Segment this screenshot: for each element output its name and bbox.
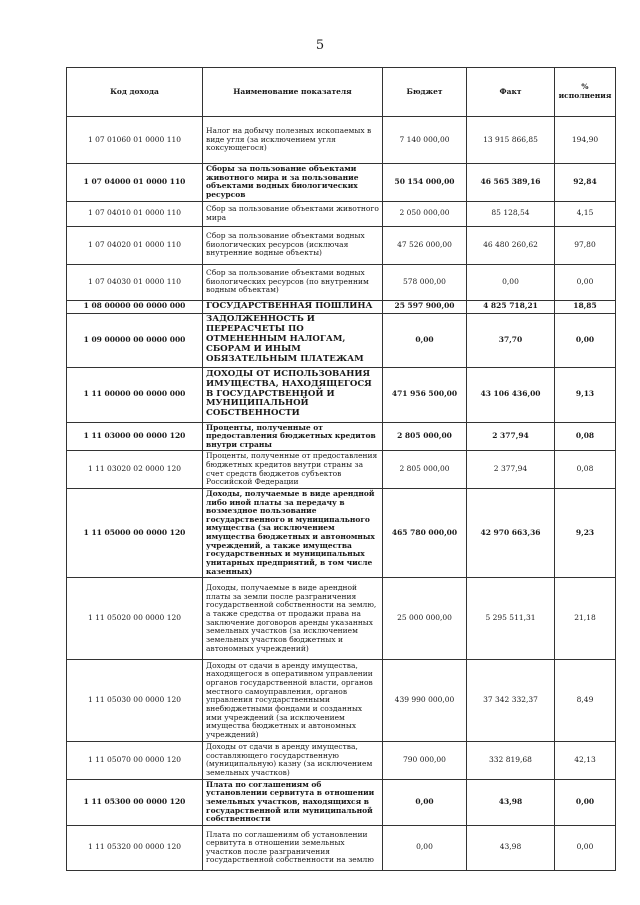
fact-cell: 43,98	[467, 779, 555, 825]
code-cell: 1 11 03000 00 0000 120	[67, 422, 203, 451]
fact-cell: 13 915 866,85	[467, 117, 555, 164]
code-cell: 1 11 05000 00 0000 120	[67, 488, 203, 577]
table-row	[67, 313, 616, 367]
fact-cell: 37,70	[467, 313, 555, 367]
header-name: Наименование показателя	[203, 68, 383, 117]
table-row	[67, 422, 616, 451]
fact-cell: 37 342 332,37	[467, 660, 555, 742]
budget-cell: 439 990 000,00	[383, 660, 467, 742]
percent-cell: 194,90	[555, 117, 616, 164]
name-cell: Сборы за пользование объектами животного мира и за пользование объектами водных биологических ресурсов	[203, 164, 383, 202]
header-percent: % исполнения	[555, 68, 616, 117]
header-fact: Факт	[467, 68, 555, 117]
table-row	[67, 201, 616, 226]
code-cell: 1 11 05070 00 0000 120	[67, 742, 203, 780]
name-cell: Доходы от сдачи в аренду имущества, находящегося в оперативном управлении органов государственной власти, органов местного самоуправления, органов управления государственными внебюджетными фондами и созданных ими учреждений (за исключением имущества бюджетных и автономных учреждений)	[203, 660, 383, 742]
name-cell: ДОХОДЫ ОТ ИСПОЛЬЗОВАНИЯ ИМУЩЕСТВА, НАХОДЯЩЕГОСЯ В ГОСУДАРСТВЕННОЙ И МУНИЦИПАЛЬНОЙ СОБСТВЕННОСТИ	[203, 367, 383, 422]
fact-cell: 0,00	[467, 264, 555, 300]
table-body	[67, 117, 616, 871]
name-cell: Доходы от сдачи в аренду имущества, составляющего государственную (муниципальную) казну (за исключением земельных участков)	[203, 742, 383, 780]
percent-cell: 97,80	[555, 226, 616, 264]
percent-cell: 9,23	[555, 488, 616, 577]
code-cell: 1 11 03020 02 0000 120	[67, 451, 203, 489]
percent-cell: 4,15	[555, 201, 616, 226]
percent-cell: 0,08	[555, 422, 616, 451]
budget-cell: 7 140 000,00	[383, 117, 467, 164]
table-row	[67, 660, 616, 742]
budget-cell: 471 956 500,00	[383, 367, 467, 422]
percent-cell: 0,00	[555, 313, 616, 367]
name-cell: Плата по соглашениям об установлении сервитута в отношении земельных участков, находящихся в государственной или муниципальной собственности	[203, 779, 383, 825]
budget-cell: 25 000 000,00	[383, 578, 467, 660]
code-cell: 1 07 04010 01 0000 110	[67, 201, 203, 226]
name-cell: Плата по соглашениям об установлении сервитута в отношении земельных участков после разграничения государственной собственности на землю	[203, 825, 383, 870]
name-cell: Доходы, получаемые в виде арендной платы за земли после разграничения государственной собственности на землю, а также средства от продажи права на заключение договоров аренды указанных земельных участков (за исключением земельных участков бюджетных и автономных учреждений)	[203, 578, 383, 660]
table-row	[67, 742, 616, 780]
budget-cell: 465 780 000,00	[383, 488, 467, 577]
budget-cell: 2 805 000,00	[383, 422, 467, 451]
table-row	[67, 578, 616, 660]
fact-cell: 4 825 718,21	[467, 300, 555, 313]
percent-cell: 0,00	[555, 779, 616, 825]
header-budget: Бюджет	[383, 68, 467, 117]
table-row	[67, 117, 616, 164]
code-cell: 1 07 01060 01 0000 110	[67, 117, 203, 164]
budget-cell: 47 526 000,00	[383, 226, 467, 264]
code-cell: 1 11 00000 00 0000 000	[67, 367, 203, 422]
percent-cell: 9,13	[555, 367, 616, 422]
percent-cell: 0,00	[555, 264, 616, 300]
page-number: 5	[315, 38, 325, 53]
table-header-row	[67, 68, 616, 117]
budget-cell: 50 154 000,00	[383, 164, 467, 202]
budget-cell: 790 000,00	[383, 742, 467, 780]
code-cell: 1 08 00000 00 0000 000	[67, 300, 203, 313]
percent-cell: 0,00	[555, 825, 616, 870]
name-cell: ГОСУДАРСТВЕННАЯ ПОШЛИНА	[203, 300, 383, 313]
percent-cell: 0,08	[555, 451, 616, 489]
name-cell: Проценты, полученные от предоставления бюджетных кредитов внутри страны	[203, 422, 383, 451]
code-cell: 1 07 04000 01 0000 110	[67, 164, 203, 202]
budget-cell: 0,00	[383, 313, 467, 367]
name-cell: Доходы, получаемые в виде арендной либо иной платы за передачу в возмездное пользование государственного и муниципального имущества (за исключением имущества бюджетных и автономных учреждений, а также имущества государственных и муниципальных унитарных предприятий, в том числе казенных)	[203, 488, 383, 577]
header-code: Код дохода	[67, 68, 203, 117]
budget-cell: 0,00	[383, 825, 467, 870]
table-row	[67, 488, 616, 577]
table-row	[67, 300, 616, 313]
code-cell: 1 11 05300 00 0000 120	[67, 779, 203, 825]
budget-cell: 25 597 900,00	[383, 300, 467, 313]
code-cell: 1 11 05320 00 0000 120	[67, 825, 203, 870]
fact-cell: 2 377,94	[467, 422, 555, 451]
code-cell: 1 11 05030 00 0000 120	[67, 660, 203, 742]
percent-cell: 8,49	[555, 660, 616, 742]
fact-cell: 46 480 260,62	[467, 226, 555, 264]
fact-cell: 332 819,68	[467, 742, 555, 780]
budget-cell: 0,00	[383, 779, 467, 825]
name-cell: Налог на добычу полезных ископаемых в виде угля (за исключением угля коксующегося)	[203, 117, 383, 164]
fact-cell: 5 295 511,31	[467, 578, 555, 660]
table-row	[67, 779, 616, 825]
code-cell: 1 07 04030 01 0000 110	[67, 264, 203, 300]
fact-cell: 85 128,54	[467, 201, 555, 226]
percent-cell: 42,13	[555, 742, 616, 780]
percent-cell: 21,18	[555, 578, 616, 660]
code-cell: 1 11 05020 00 0000 120	[67, 578, 203, 660]
percent-cell: 92,84	[555, 164, 616, 202]
table-row	[67, 164, 616, 202]
name-cell: Сбор за пользование объектами водных биологических ресурсов (исключая внутренние водные объекты)	[203, 226, 383, 264]
fact-cell: 2 377,94	[467, 451, 555, 489]
code-cell: 1 07 04020 01 0000 110	[67, 226, 203, 264]
table-row	[67, 825, 616, 870]
table-row	[67, 264, 616, 300]
budget-cell: 2 805 000,00	[383, 451, 467, 489]
percent-cell: 18,85	[555, 300, 616, 313]
fact-cell: 46 565 389,16	[467, 164, 555, 202]
name-cell: Сбор за пользование объектами водных биологических ресурсов (по внутренним водным объектам)	[203, 264, 383, 300]
budget-cell: 578 000,00	[383, 264, 467, 300]
budget-cell: 2 050 000,00	[383, 201, 467, 226]
name-cell: Проценты, полученные от предоставления бюджетных кредитов внутри страны за счет средств бюджетов субъектов Российской Федерации	[203, 451, 383, 489]
fact-cell: 42 970 663,36	[467, 488, 555, 577]
table-row	[67, 367, 616, 422]
fact-cell: 43,98	[467, 825, 555, 870]
code-cell: 1 09 00000 00 0000 000	[67, 313, 203, 367]
table-row	[67, 451, 616, 489]
fact-cell: 43 106 436,00	[467, 367, 555, 422]
table-row	[67, 226, 616, 264]
revenue-table	[66, 67, 616, 871]
name-cell: Сбор за пользование объектами животного мира	[203, 201, 383, 226]
name-cell: ЗАДОЛЖЕННОСТЬ И ПЕРЕРАСЧЕТЫ ПО ОТМЕНЕННЫМ НАЛОГАМ, СБОРАМ И ИНЫМ ОБЯЗАТЕЛЬНЫМ ПЛАТЕЖАМ	[203, 313, 383, 367]
